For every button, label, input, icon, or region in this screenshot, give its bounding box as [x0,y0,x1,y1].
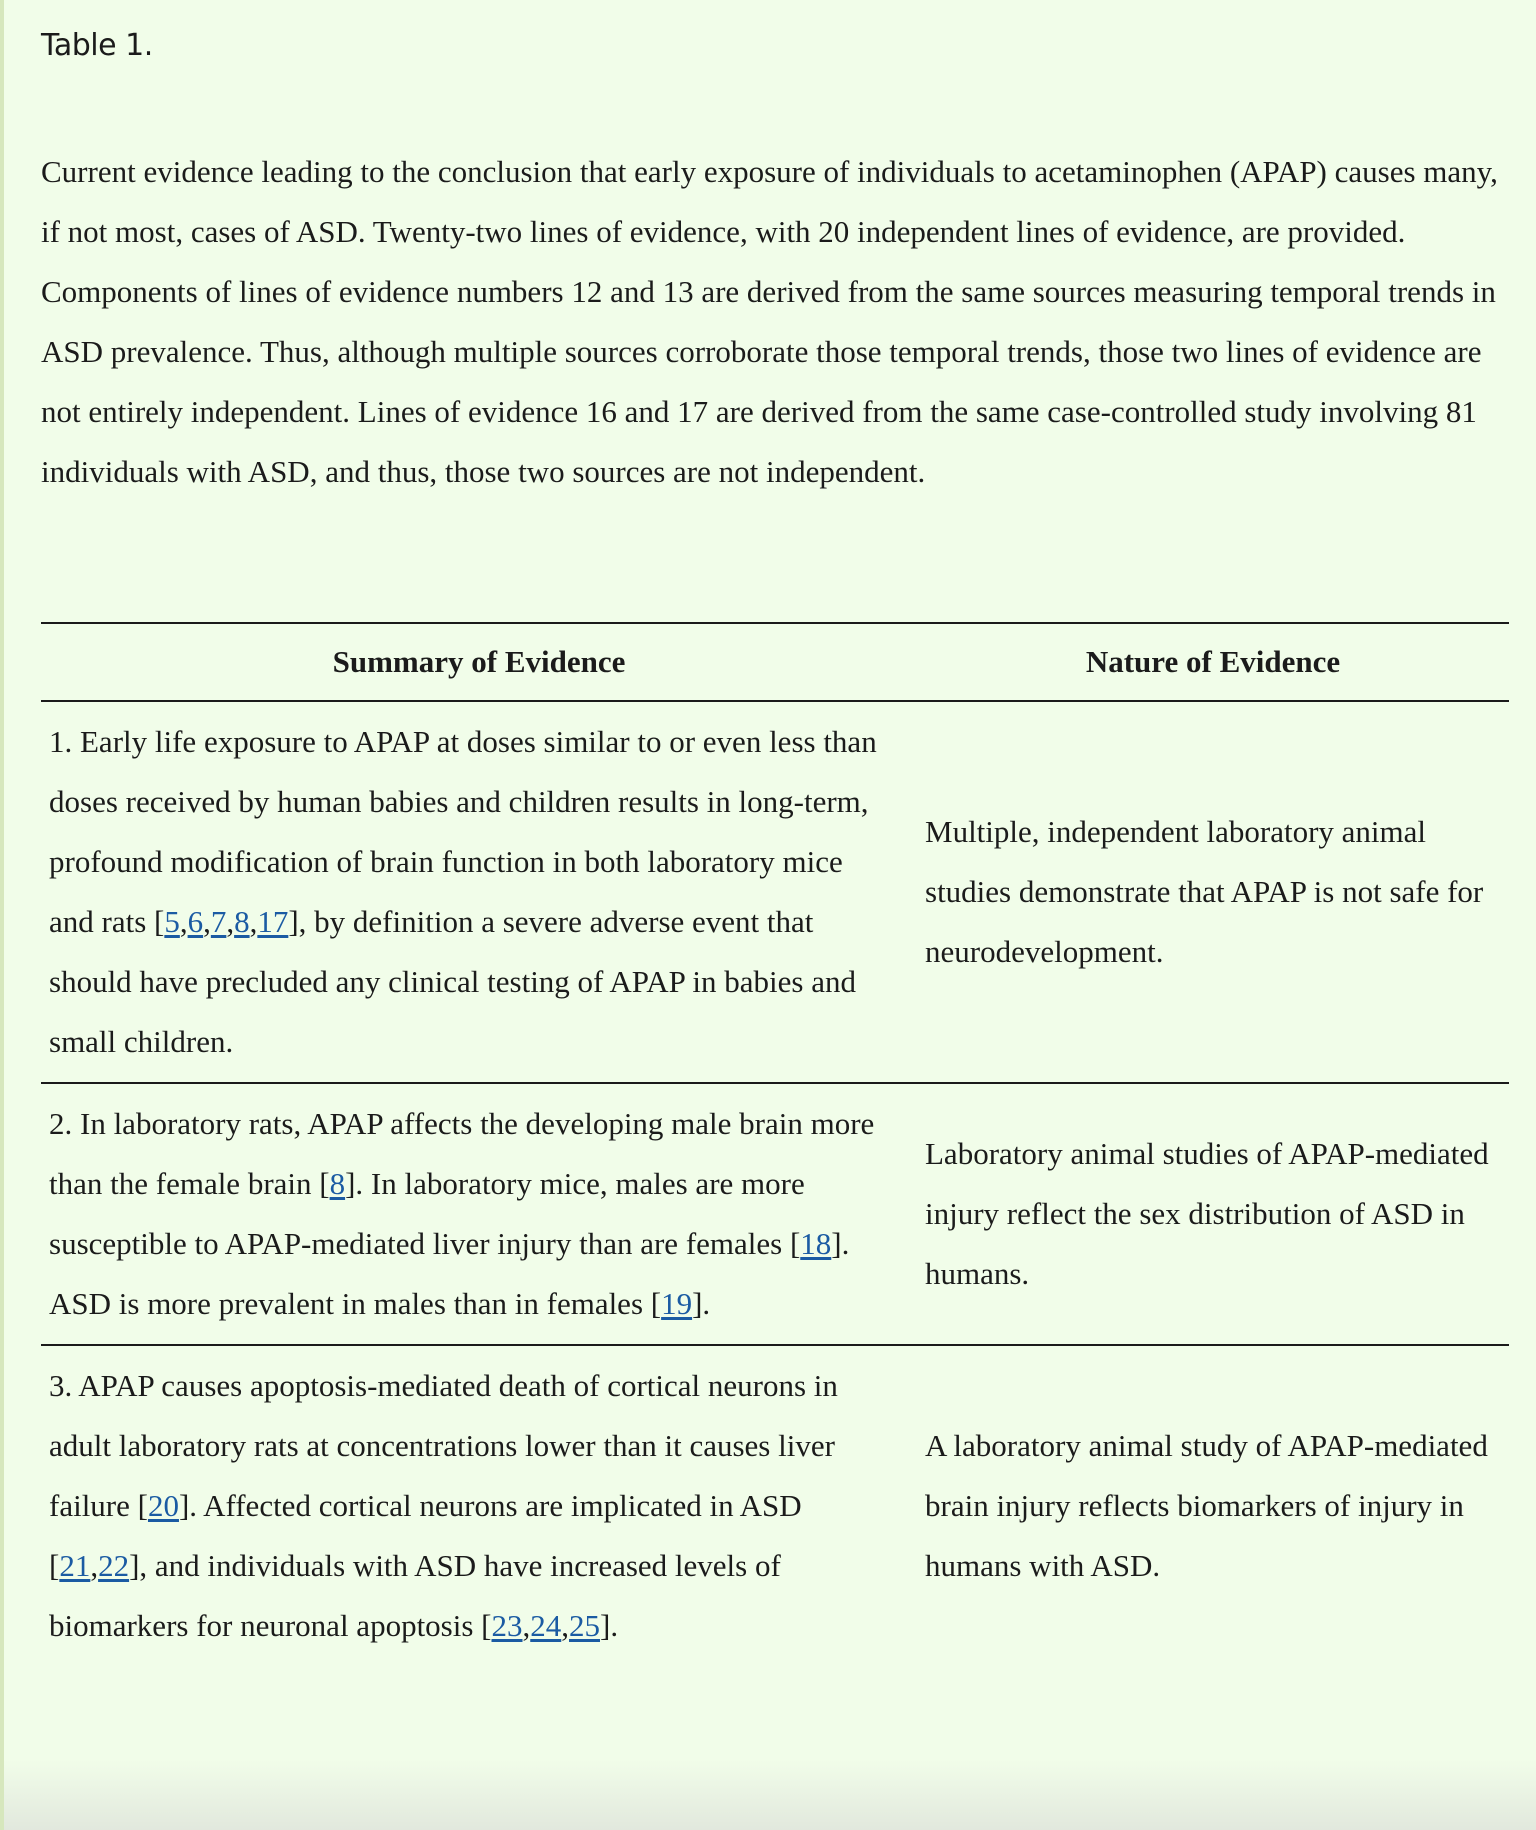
summary-text: 1. Early life exposure to APAP at doses similar to or even less than doses received by human babies and children results in long-term, profound modification of brain function in both laboratory mice and rats [ [49,724,877,939]
citation-link[interactable]: 8 [329,1166,346,1201]
summary-text: ]. [692,1286,711,1321]
bottom-fade-overlay [4,1760,1536,1830]
header-summary-of-evidence: Summary of Evidence [41,623,917,701]
summary-text: 2. In laboratory rats, APAP affects the developing male brain more than the female brain [ [49,1106,875,1201]
evidence-table [41,622,1509,1666]
citation-link[interactable]: 5 [164,904,180,939]
table-row [41,1345,1509,1666]
summary-text: ], and individuals with ASD have increased levels of biomarkers for neuronal apoptosis [ [49,1548,781,1643]
summary-cell [41,1083,917,1345]
citation-link[interactable]: 21 [59,1548,91,1583]
citation-link[interactable]: 17 [257,904,289,939]
citation-link[interactable]: 8 [234,904,250,939]
table-row [41,1083,1509,1345]
summary-cell: 3. APAP causes apoptosis-mediated death of cortical neurons in adult laboratory rats at concentrations lower than it causes liver failure [20]. Affected cortical neurons are implicated in ASD [21,22], and individuals with ASD have increased levels of biomarkers for neuronal apoptosis [23,24,25]. [41,1345,917,1666]
citation-link[interactable]: 19 [661,1286,693,1321]
citation-link[interactable]: 24 [530,1608,562,1643]
citation-link[interactable]: 23 [491,1608,523,1643]
nature-cell: Laboratory animal studies of APAP-mediated injury reflect the sex distribution of ASD in humans. [917,1083,1509,1345]
table-row [41,701,1509,1083]
nature-cell: Multiple, independent laboratory animal studies demonstrate that APAP is not safe for neurodevelopment. [925,814,1484,969]
citation-link[interactable]: 18 [800,1226,832,1261]
table-label: Table 1. [41,28,153,63]
citation-link[interactable]: 20 [147,1488,179,1523]
table-header-row [41,623,1509,701]
summary-text: ], by definition a severe adverse event that should have precluded any clinical testing of APAP in babies and small children. [49,904,856,1059]
table-caption: Current evidence leading to the conclusion that early exposure of individuals to acetaminophen (APAP) causes many, if not most, cases of ASD. Twenty-two lines of evidence, with 20 independent lines of evidence, are provided. Components of lines of evidence numbers 12 and 13 are derived from the same sources measuring temporal trends in ASD prevalence. Thus, although multiple sources corroborate those temporal trends, those two lines of evidence are not entirely independent. Lines of evidence 16 and 17 are derived from the same case-controlled study involving 81 individuals with ASD, and thus, those two sources are not independent. [41,154,1498,489]
nature-cell: A laboratory animal study of APAP-mediated brain injury reflects biomarkers of injury in humans with ASD. [917,1345,1509,1666]
citation-link[interactable]: 6 [187,904,204,939]
header-nature-of-evidence: Nature of Evidence [917,623,1509,701]
citation-link[interactable]: 7 [210,904,227,939]
summary-cell: 1. Early life exposure to APAP at doses similar to or even less than doses received by human babies and children results in long-term, profound modification of brain function in both laboratory mice and rats [5,6,7,8,17], by definition a severe adverse event that should have precluded any clinical testing of APAP in babies and small children. [49,724,877,1059]
citation-link[interactable]: 22 [98,1548,130,1583]
summary-text: 3. APAP causes apoptosis-mediated death of cortical neurons in adult laboratory rats at concentrations lower than it causes liver failure [ [49,1368,838,1523]
summary-text: ]. Affected cortical neurons are implicated in ASD [ [49,1488,802,1583]
summary-text: ]. ASD is more prevalent in males than in females [ [49,1226,850,1321]
citation-link[interactable]: 25 [569,1608,600,1643]
summary-text: ]. In laboratory mice, males are more susceptible to APAP-mediated liver injury than are females [ [49,1166,805,1261]
summary-text: ]. [600,1608,619,1643]
